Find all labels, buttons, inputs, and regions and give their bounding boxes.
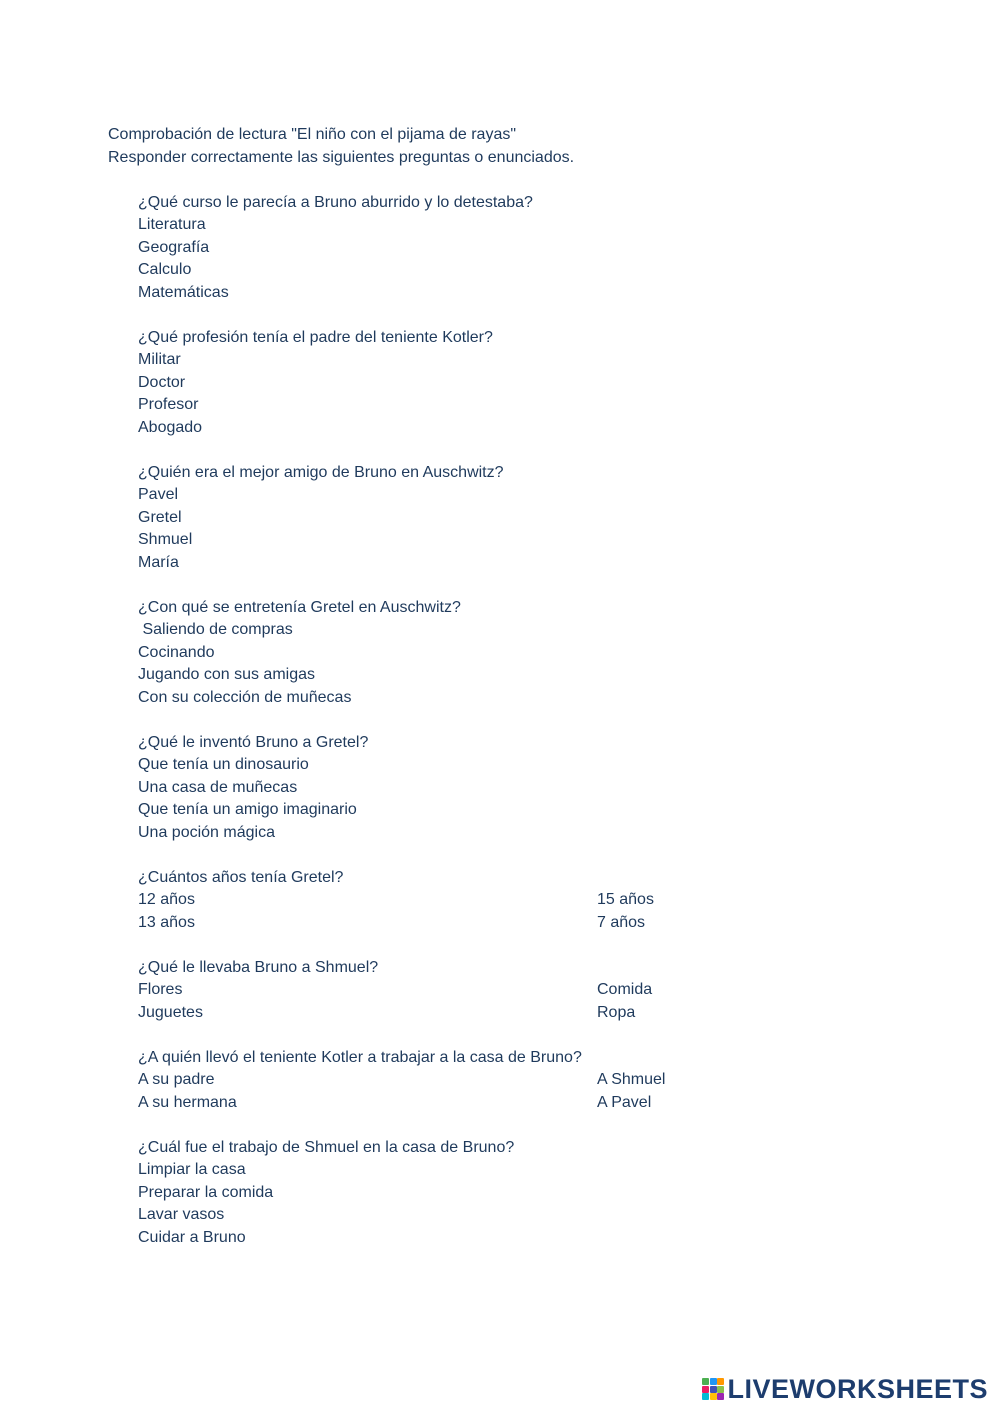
answer-option[interactable]: Cuidar a Bruno — [138, 1228, 246, 1246]
worksheet-instructions: Responder correctamente las siguientes preguntas o enunciados. — [108, 148, 575, 166]
question-5 — [138, 732, 908, 845]
answer-option[interactable]: Una poción mágica — [138, 823, 275, 841]
answer-grid — [138, 889, 908, 934]
answer-option[interactable]: Ropa — [597, 1003, 636, 1021]
question-list — [108, 192, 908, 1250]
answer-option[interactable]: Gretel — [138, 508, 182, 526]
logo-tile — [717, 1393, 724, 1400]
logo-tile — [702, 1386, 709, 1393]
logo-tile — [710, 1386, 717, 1393]
answer-option[interactable]: Shmuel — [138, 531, 193, 548]
question-text: ¿Qué le llevaba Bruno a Shmuel? — [138, 958, 379, 976]
answer-option[interactable]: Lavar vasos — [138, 1206, 225, 1223]
answer-option[interactable]: Literatura — [138, 216, 206, 233]
liveworksheets-logo-text: LIVEWORKSHEETS — [727, 1373, 988, 1404]
answer-option[interactable]: 15 años — [597, 891, 654, 908]
answer-option[interactable]: Limpiar la casa — [138, 1161, 246, 1178]
question-text: ¿Qué le inventó Bruno a Gretel? — [138, 733, 369, 751]
answer-option[interactable]: Comida — [597, 981, 653, 998]
question-text: ¿Quién era el mejor amigo de Bruno en Auschwitz? — [138, 463, 504, 481]
question-9 — [138, 1137, 908, 1250]
answer-option[interactable]: 13 años — [138, 913, 195, 931]
answer-grid — [138, 979, 908, 1024]
answer-option[interactable]: Con su colección de muñecas — [138, 688, 352, 706]
answer-option[interactable]: Profesor — [138, 396, 199, 413]
question-7 — [138, 957, 908, 1025]
answer-option[interactable]: Abogado — [138, 418, 203, 436]
answer-option[interactable]: Flores — [138, 981, 183, 998]
answer-option[interactable]: Jugando con sus amigas — [138, 666, 315, 683]
question-text: ¿Qué profesión tenía el padre del teniente Kotler? — [138, 328, 493, 346]
question-text: ¿Cuál fue el trabajo de Shmuel en la casa de Bruno? — [138, 1138, 515, 1156]
answer-option[interactable]: Preparar la comida — [138, 1183, 274, 1201]
answer-option[interactable]: Saliendo de compras — [138, 621, 293, 638]
answer-option[interactable]: Matemáticas — [138, 283, 229, 301]
answer-grid — [138, 1069, 908, 1114]
question-4 — [138, 597, 908, 710]
answer-option[interactable]: 12 años — [138, 891, 195, 908]
answer-option[interactable]: 7 años — [597, 913, 646, 931]
question-3 — [138, 462, 908, 575]
answer-option[interactable]: A su padre — [138, 1071, 215, 1088]
liveworksheets-logo — [702, 1374, 988, 1404]
logo-tile — [710, 1393, 717, 1400]
worksheet — [108, 124, 908, 1272]
question-text: ¿Qué curso le parecía a Bruno aburrido y lo detestaba? — [138, 193, 533, 211]
logo-tile — [710, 1378, 717, 1385]
answer-option[interactable]: Pavel — [138, 486, 179, 503]
question-text: ¿Cuántos años tenía Gretel? — [138, 868, 344, 886]
logo-tile — [702, 1378, 709, 1385]
answer-option[interactable]: Calculo — [138, 261, 192, 278]
question-8 — [138, 1047, 908, 1115]
answer-option[interactable]: Una casa de muñecas — [138, 778, 298, 796]
question-text: ¿Con qué se entretenía Gretel en Auschwitz? — [138, 598, 461, 616]
question-6 — [138, 867, 908, 935]
answer-option[interactable]: Juguetes — [138, 1003, 203, 1021]
logo-tile — [702, 1393, 709, 1400]
answer-option[interactable]: Doctor — [138, 373, 186, 391]
question-1 — [138, 192, 908, 305]
answer-option[interactable]: A Pavel — [597, 1093, 652, 1111]
answer-option[interactable]: Militar — [138, 351, 181, 368]
answer-option[interactable]: Geografía — [138, 238, 210, 256]
liveworksheets-logo-icon — [702, 1378, 724, 1400]
question-2 — [138, 327, 908, 440]
answer-option[interactable]: A su hermana — [138, 1093, 237, 1111]
logo-tile — [717, 1386, 724, 1393]
question-text: ¿A quién llevó el teniente Kotler a trabajar a la casa de Bruno? — [138, 1048, 582, 1066]
answer-option[interactable]: A Shmuel — [597, 1071, 666, 1088]
answer-option[interactable]: Que tenía un amigo imaginario — [138, 801, 357, 818]
answer-option[interactable]: María — [138, 553, 179, 571]
worksheet-title: Comprobación de lectura "El niño con el pijama de rayas" — [108, 126, 517, 143]
logo-tile — [717, 1378, 724, 1385]
answer-option[interactable]: Cocinando — [138, 643, 215, 661]
answer-option[interactable]: Que tenía un dinosaurio — [138, 756, 309, 773]
